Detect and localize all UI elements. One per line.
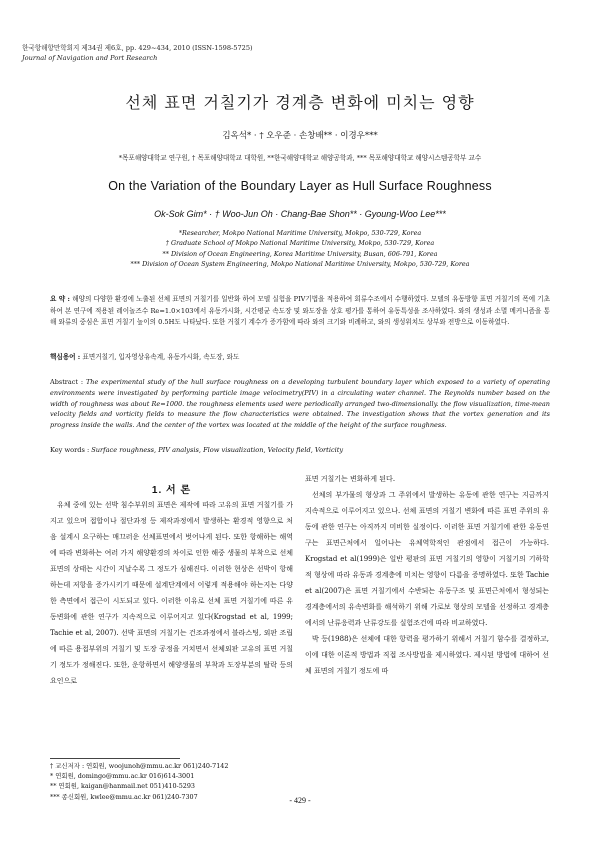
authors-en: Ok-Sok Gim* · † Woo-Jun Oh · Chang-Bae Shon** · Gyoung-Woo Lee*** <box>154 209 446 219</box>
abstract-en <box>50 377 550 431</box>
affiliation-en-line: ** Division of Ocean Engineering, Korea Maritime University, Busan, 606-791, Korea <box>162 249 438 258</box>
affiliation-en-line: *** Division of Ocean System Engineering, Mokpo National Maritime University, Mokpo, 530-729, Korea <box>130 259 470 268</box>
abstract-ko <box>50 294 550 329</box>
abstract-ko-label: 요 약 : <box>50 295 73 303</box>
keywords-en-label: Key words : <box>50 446 92 454</box>
body-column-right <box>305 471 549 679</box>
page-number-text: - 429 - <box>289 796 311 805</box>
footnote: ** 연회원, kaigan@hanmail.net 051)410-5293 <box>50 782 195 791</box>
journal-header <box>22 44 253 63</box>
journal-info-ko: 한국항해항만학회지 제34권 제6호, pp. 429~434, 2010 (ISSN-1598-5725) <box>22 44 253 52</box>
authors-ko: 김옥석* · † 오우준 · 손창배** · 이경우*** <box>222 131 378 141</box>
footnote: *** 종신회원, kwlee@mmu.ac.kr 061)240-7307 <box>50 792 198 801</box>
footnote: † 교신저자 : 연회원, woojunoh@mmu.ac.kr 061)240-7142 <box>50 762 229 770</box>
keywords-ko-label: 핵심용어 : <box>50 353 83 361</box>
paper-title-en: On the Variation of the Boundary Layer as Hull Surface Roughness <box>108 179 492 193</box>
footnote: * 연회원, domingo@mmu.ac.kr 016)614-3001 <box>50 772 195 781</box>
body-column-left <box>50 497 293 689</box>
section-heading-introduction: 1. 서 론 <box>151 485 192 496</box>
body-paragraph: 유체 중에 있는 선박 침수부위의 표면은 제작에 따라 고유의 표면 거칠기를 가지고 있으며 접합이나 절단과정 등 제작과정에서 발생하는 환경적 영향으로 처음 설계시 요구하는 매끄러운 선체표면에서 벗어나게 된다. 또한 항해하는 해역에 따라 변화하는 여러 가지 해양환경의 차이로 인한 해중 생물의 부착으로 선체표면의 상태는 시간이 지날수록 그 정도가 심해진다. 이러한 현상은 선박이 항해하는데 저항을 증가시키기 때문에 설계단계에서 이렇게 적용해야 하는지는 다양한 측면에서 접근이 시도되고 있다. 이러한 이유로 선체 표면 거칠기에 따른 유동변화에 관한 연구가 지속적으로 이루어지고 있다(Krogstad et al, 1999; Tachie et al, 2007). 선박 표면의 거칠기는 건조과정에서 블라스팅, 외판 조립에 따른 용접부위의 거칠기 및 도장 공정을 거치면서 선체외판 고유의 표면 거칠기 정도가 정해진다. 또한, 운항하면서 해양생물의 부착과 도장부분의 탈락 등의 요인으로 <box>50 501 293 685</box>
body-paragraph: 선체의 부가물의 형상과 그 주위에서 발생하는 유동에 관한 연구는 지금까지 지속적으로 이루어지고 있으나. 선체 표면의 거칠기 변화에 따른 표면 주위의 유동에 관한 연구는 아직까지 미비한 실정이다. 이러한 표면 거칠기에 관한 유동연구는 표면근처에서 일어나는 유체역학적인 관점에서 접근이 가능하다. Krogstad et al(1999)은 일반 평판의 표면 거칠기의 영향이 거칠기의 기하학적 형상에 따라 유동과 경계층에 미치는 영향이 다름을 증명하였다. 또한 Tachie et al(2007)은 표면 거칠기에서 수반되는 유동구조 및 표면근처에서 형성되는 경계층에서의 유속변화를 해석하기 위해 가로보 형상의 모델을 선정하고 경계층에서의 난류응력과 난류강도를 실험조건에 따라 비교하였다. <box>305 491 549 627</box>
keywords-ko <box>50 351 550 361</box>
affiliation-en-line: † Graduate School of Mokpo National Maritime University, Mokpo, 530-729, Korea <box>165 239 435 248</box>
body-paragraph: 박 등(1988)은 선체에 대한 항력을 평가하기 위해서 거칠기 함수를 결정하고, 이에 대한 이론적 방법과 직접 조사방법을 제시하였다. 제시된 방법에 대하여 선체 표면의 거칠기 정도에 따 <box>305 635 549 675</box>
footnote-divider <box>50 758 180 759</box>
abstract-en-text: The experimental study of the hull surface roughness on a developing turbulent boundary layer which exposed to a variety of operating environments were investigated by performing particle image velocimetry(PIV) in a circulating water channel. The Reynolds number based on the width of roughness was about Re=1000. the roughness elements used were periodically arranged two-dimensionally. the flow visualization, time-mean velocity fields and vorticity fields to measure the flow characteristics were obtained. The investigation shows that the vortex generation and its progress inside the walls. And the center of the vortex was located at the middle of the height of the surface roughness. <box>50 378 550 430</box>
journal-name-en: Journal of Navigation and Port Research <box>22 53 158 62</box>
keywords-ko-text: 표면거칠기, 입자영상유속계, 유동가시화, 속도장, 와도 <box>82 353 240 361</box>
page-number <box>0 796 600 805</box>
body-paragraph: 표면 거칠기는 변화하게 된다. <box>305 475 396 483</box>
keywords-en-text: Surface roughness, PIV analysis, Flow visualization, Velocity field, Vorticity <box>91 446 344 454</box>
paper-title-ko: 선체 표면 거칠기가 경계층 변화에 미치는 영향 <box>125 93 475 112</box>
abstract-en-label: Abstract : <box>50 378 86 386</box>
affiliation-en-line: *Researcher, Mokpo National Maritime University, Mokpo, 530-729, Korea <box>178 229 422 237</box>
affiliation-ko: *목포해양대학교 연구원, † 목포해양대학교 대학원, **한국해양대학교 해양공학과, *** 목포해양대학교 해양시스템공학부 교수 <box>118 154 482 162</box>
abstract-ko-text: 해양의 다양한 환경에 노출된 선체 표면의 거칠기를 일반화 하여 모델 실험을 PIV기법을 적용하여 회류수조에서 수행하였다. 모델의 유동방향 표면 거칠기의 폭에 기초하여 본 연구에 적용된 레이놀즈수 Re=1.0×103에서 유동가시화, 시간평균 속도장 및 와도장을 상호 평가를 통하여 유동특성을 조사하였다. 와의 생성과 소멸 메커니즘을 통해 와류의 중심은 표면 거칠기 높이의 0.5H도 나타났다. 또한 거칠기 계수가 증가함에 따라 와의 크기와 비례하고, 와의 생성위치도 상부와 전방으로 이동하였다. <box>50 295 550 327</box>
keywords-en <box>50 446 550 454</box>
affiliations-en <box>0 228 600 269</box>
